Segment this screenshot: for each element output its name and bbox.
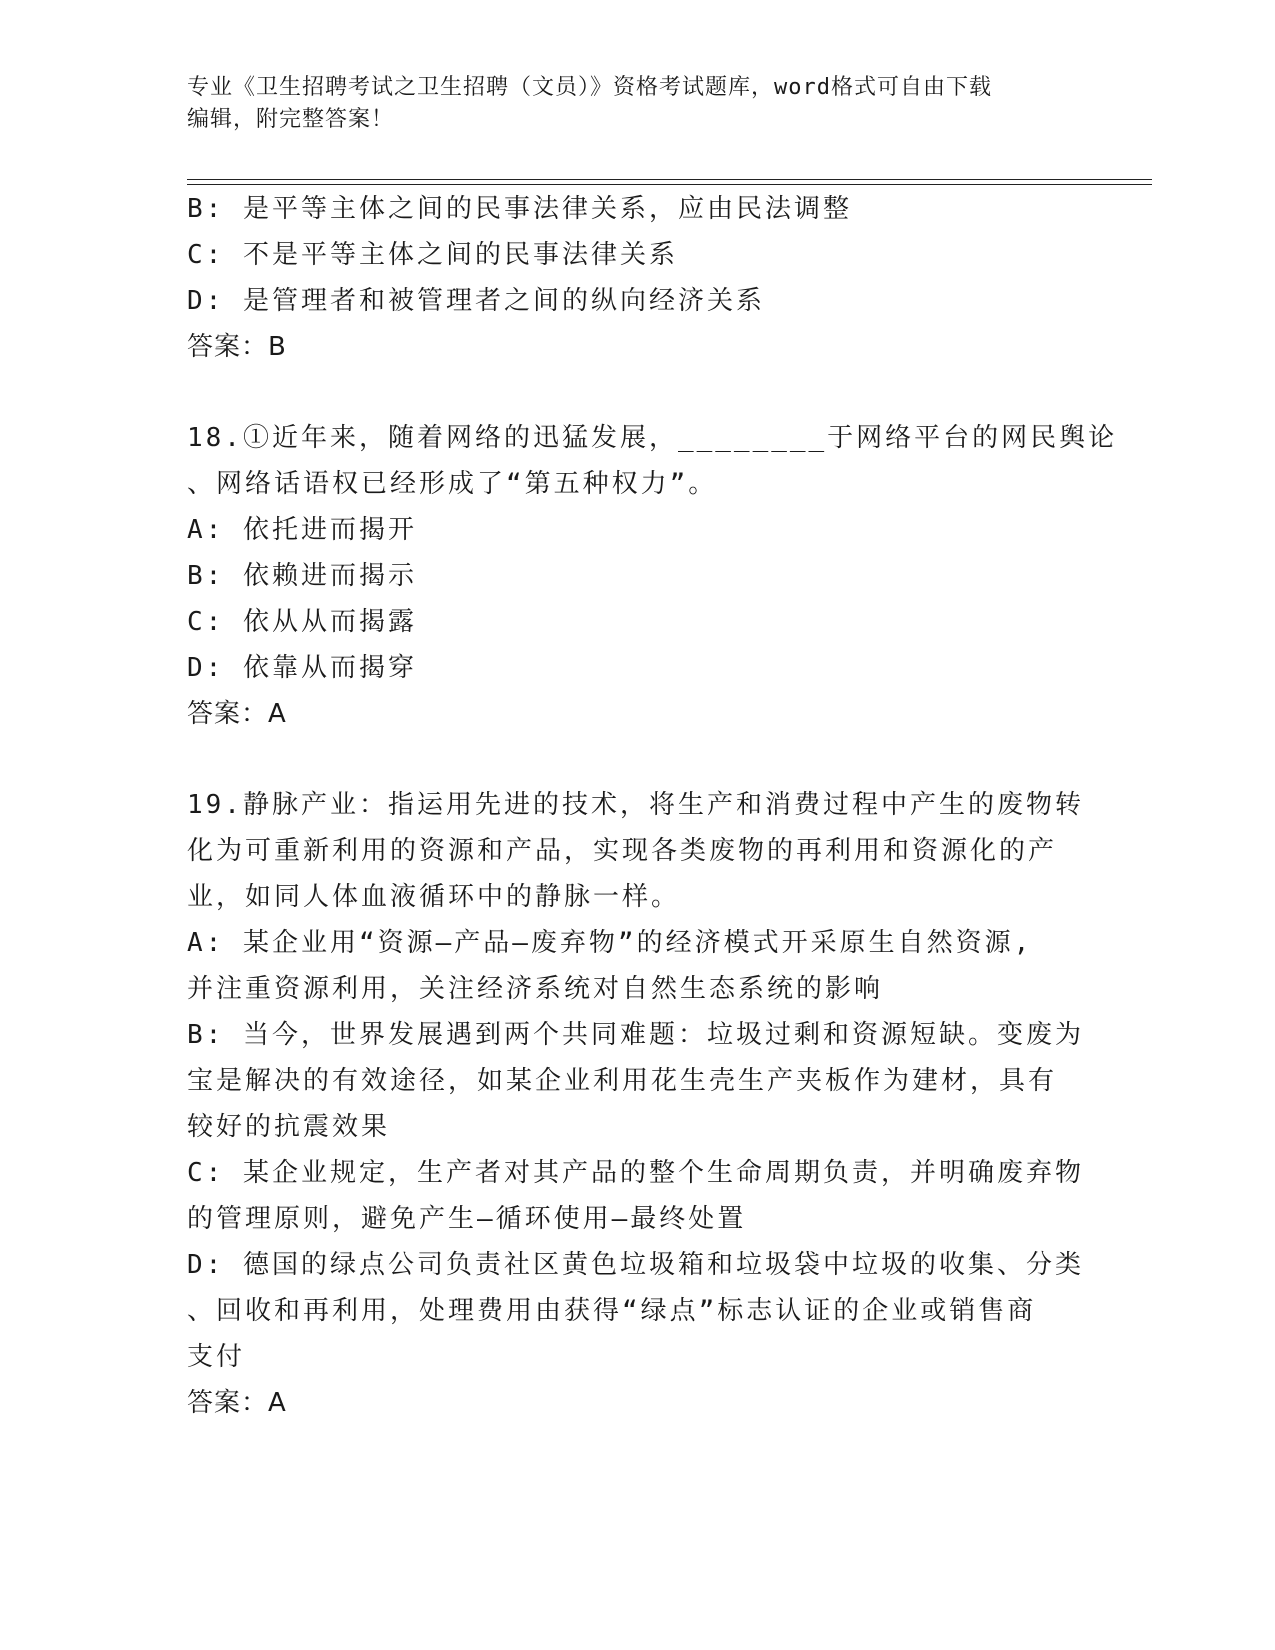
header-line-1: 专业《卫生招聘考试之卫生招聘（文员）》资格考试题库，word格式可自由下载 bbox=[187, 75, 992, 100]
q17-option-d: D: 是管理者和被管理者之间的纵向经济关系 bbox=[187, 286, 765, 316]
q19-option-c-line-2: 的管理原则，避免产生—循环使用—最终处置 bbox=[187, 1204, 747, 1234]
header-rule-top bbox=[187, 179, 1152, 180]
q19-option-d-line-2: 、回收和再利用，处理费用由获得“绿点”标志认证的企业或销售商 bbox=[187, 1296, 1037, 1326]
q19-option-d-line-1: D: 德国的绿点公司负责社区黄色垃圾箱和垃圾袋中垃圾的收集、分类 bbox=[187, 1250, 1084, 1280]
question-19 bbox=[187, 782, 1087, 1426]
q18-stem-line-2: 、网络话语权已经形成了“第五种权力”。 bbox=[187, 469, 718, 499]
q19-stem-line-3: 业，如同人体血液循环中的静脉一样。 bbox=[187, 882, 681, 912]
q19-option-d-line-3: 支付 bbox=[187, 1342, 246, 1372]
q17-option-b: B: 是平等主体之间的民事法律关系，应由民法调整 bbox=[187, 194, 852, 224]
header-rule-bottom bbox=[187, 184, 1152, 185]
question-18 bbox=[187, 415, 1118, 737]
q19-stem-line-1: 19.静脉产业：指运用先进的技术，将生产和消费过程中产生的废物转 bbox=[187, 790, 1084, 820]
q17-option-c: C: 不是平等主体之间的民事法律关系 bbox=[187, 240, 678, 270]
q19-option-c-line-1: C: 某企业规定，生产者对其产品的整个生命周期负责，并明确废弃物 bbox=[187, 1158, 1084, 1188]
q19-stem-line-2: 化为可重新利用的资源和产品，实现各类废物的再利用和资源化的产 bbox=[187, 836, 1058, 866]
q19-option-b-line-2: 宝是解决的有效途径，如某企业利用花生壳生产夹板作为建材，具有 bbox=[187, 1066, 1058, 1096]
q18-answer: 答案：A bbox=[187, 699, 287, 729]
q17-answer: 答案：B bbox=[187, 332, 287, 362]
q18-option-b: B: 依赖进而揭示 bbox=[187, 561, 417, 591]
q19-answer: 答案：A bbox=[187, 1388, 287, 1418]
q18-option-a: A: 依托进而揭开 bbox=[187, 515, 417, 545]
q18-stem-line-1: 18.①近年来，随着网络的迅猛发展，________于网络平台的网民舆论 bbox=[187, 423, 1118, 453]
q19-option-b-line-1: B: 当今，世界发展遇到两个共同难题：垃圾过剩和资源短缺。变废为 bbox=[187, 1020, 1084, 1050]
header-line-2: 编辑，附完整答案！ bbox=[187, 107, 395, 132]
q19-option-a-line-1: A: 某企业用“资源—产品—废弃物”的经济模式开采原生自然资源, bbox=[187, 928, 1033, 958]
q18-option-d: D: 依靠从而揭穿 bbox=[187, 653, 417, 683]
question-17 bbox=[187, 186, 1087, 370]
page-header bbox=[187, 72, 1087, 136]
q19-option-a-line-2: 并注重资源利用，关注经济系统对自然生态系统的影响 bbox=[187, 974, 884, 1004]
q19-option-b-line-3: 较好的抗震效果 bbox=[187, 1112, 391, 1142]
q18-option-c: C: 依从从而揭露 bbox=[187, 607, 417, 637]
